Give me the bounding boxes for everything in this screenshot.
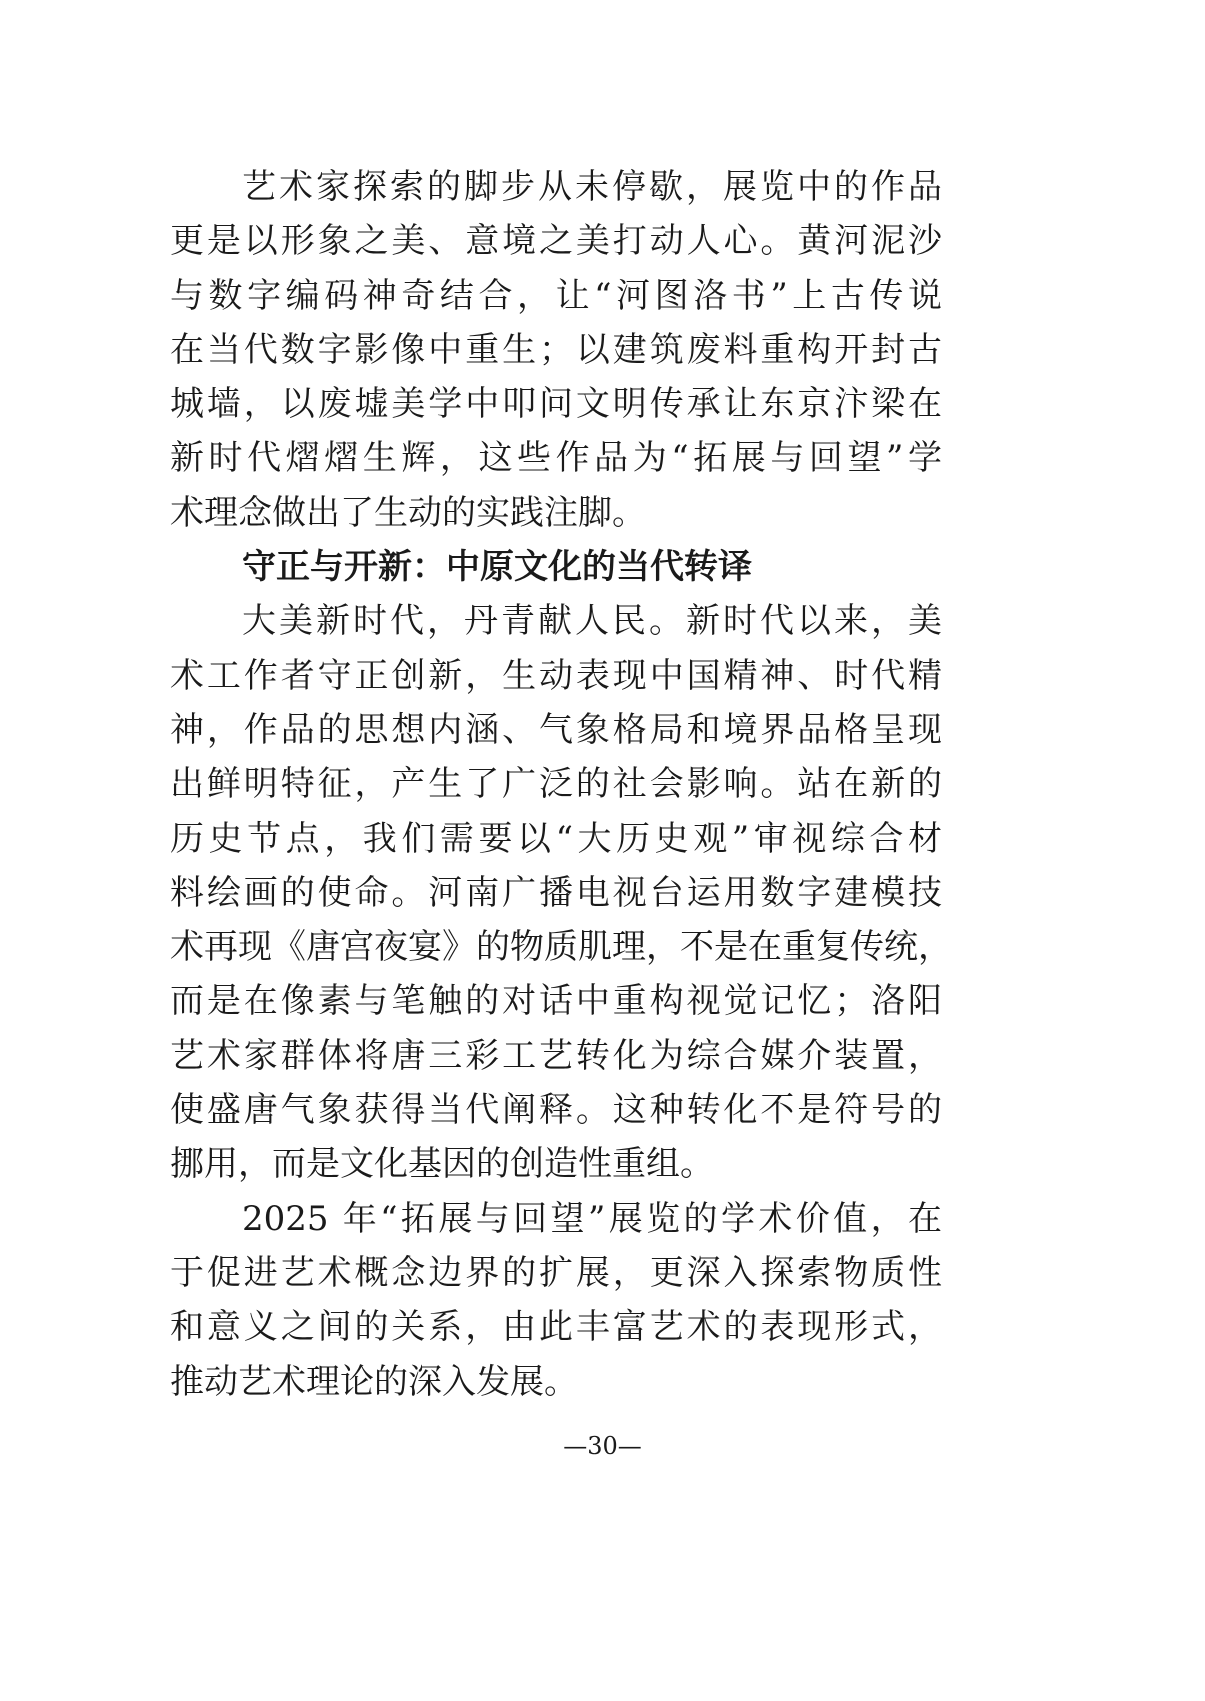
paragraph-artists-exploration — [170, 160, 942, 540]
text-line: 挪用，而是文化基因的创造性重组。 — [170, 1144, 714, 1185]
text-line: 于促进艺术概念边界的扩展，更深入探索物质性 — [170, 1252, 942, 1293]
text-line: 推动艺术理论的深入发展。 — [170, 1361, 578, 1402]
text-line: 术理念做出了生动的实践注脚。 — [170, 492, 646, 533]
text-line: 大美新时代，丹青献人民。新时代以来，美 — [242, 601, 942, 642]
text-line: 和意义之间的关系，由此丰富艺术的表现形式， — [170, 1307, 942, 1348]
paragraph-new-era — [170, 594, 952, 1191]
text-line: 术再现《唐宫夜宴》的物质肌理，不是在重复传统， — [170, 927, 952, 968]
text-line: 历史节点，我们需要以“大历史观”审视综合材 — [170, 818, 942, 859]
text-line: 2025 年“拓展与回望”展览的学术价值，在 — [242, 1198, 942, 1239]
paragraph-exhibition-value — [170, 1192, 942, 1409]
text-line: 而是在像素与笔触的对话中重构视觉记忆；洛阳 — [170, 981, 942, 1022]
text-line: 使盛唐气象获得当代阐释。这种转化不是符号的 — [170, 1090, 942, 1131]
text-line: 术工作者守正创新，生动表现中国精神、时代精 — [170, 655, 942, 696]
document-page — [170, 160, 952, 1409]
text-line: 神，作品的思想内涵、气象格局和境界品格呈现 — [170, 709, 942, 750]
text-line: 艺术家群体将唐三彩工艺转化为综合媒介装置， — [170, 1035, 942, 1076]
text-line: 出鲜明特征，产生了广泛的社会影响。站在新的 — [170, 764, 942, 805]
section-heading: 守正与开新：中原文化的当代转译 — [242, 547, 752, 588]
text-line: 与数字编码神奇结合，让“河图洛书”上古传说 — [170, 275, 942, 316]
text-line: 在当代数字影像中重生；以建筑废料重构开封古 — [170, 329, 942, 370]
page-number: —30— — [563, 1432, 642, 1460]
text-line: 艺术家探索的脚步从未停歇，展览中的作品 — [242, 167, 942, 207]
text-line: 城墙，以废墟美学中叩问文明传承让东京汴梁在 — [170, 384, 942, 425]
text-line: 更是以形象之美、意境之美打动人心。黄河泥沙 — [170, 221, 942, 262]
text-line: 料绘画的使命。河南广播电视台运用数字建模技 — [170, 872, 942, 913]
text-line: 新时代熠熠生辉，这些作品为“拓展与回望”学 — [170, 438, 942, 479]
